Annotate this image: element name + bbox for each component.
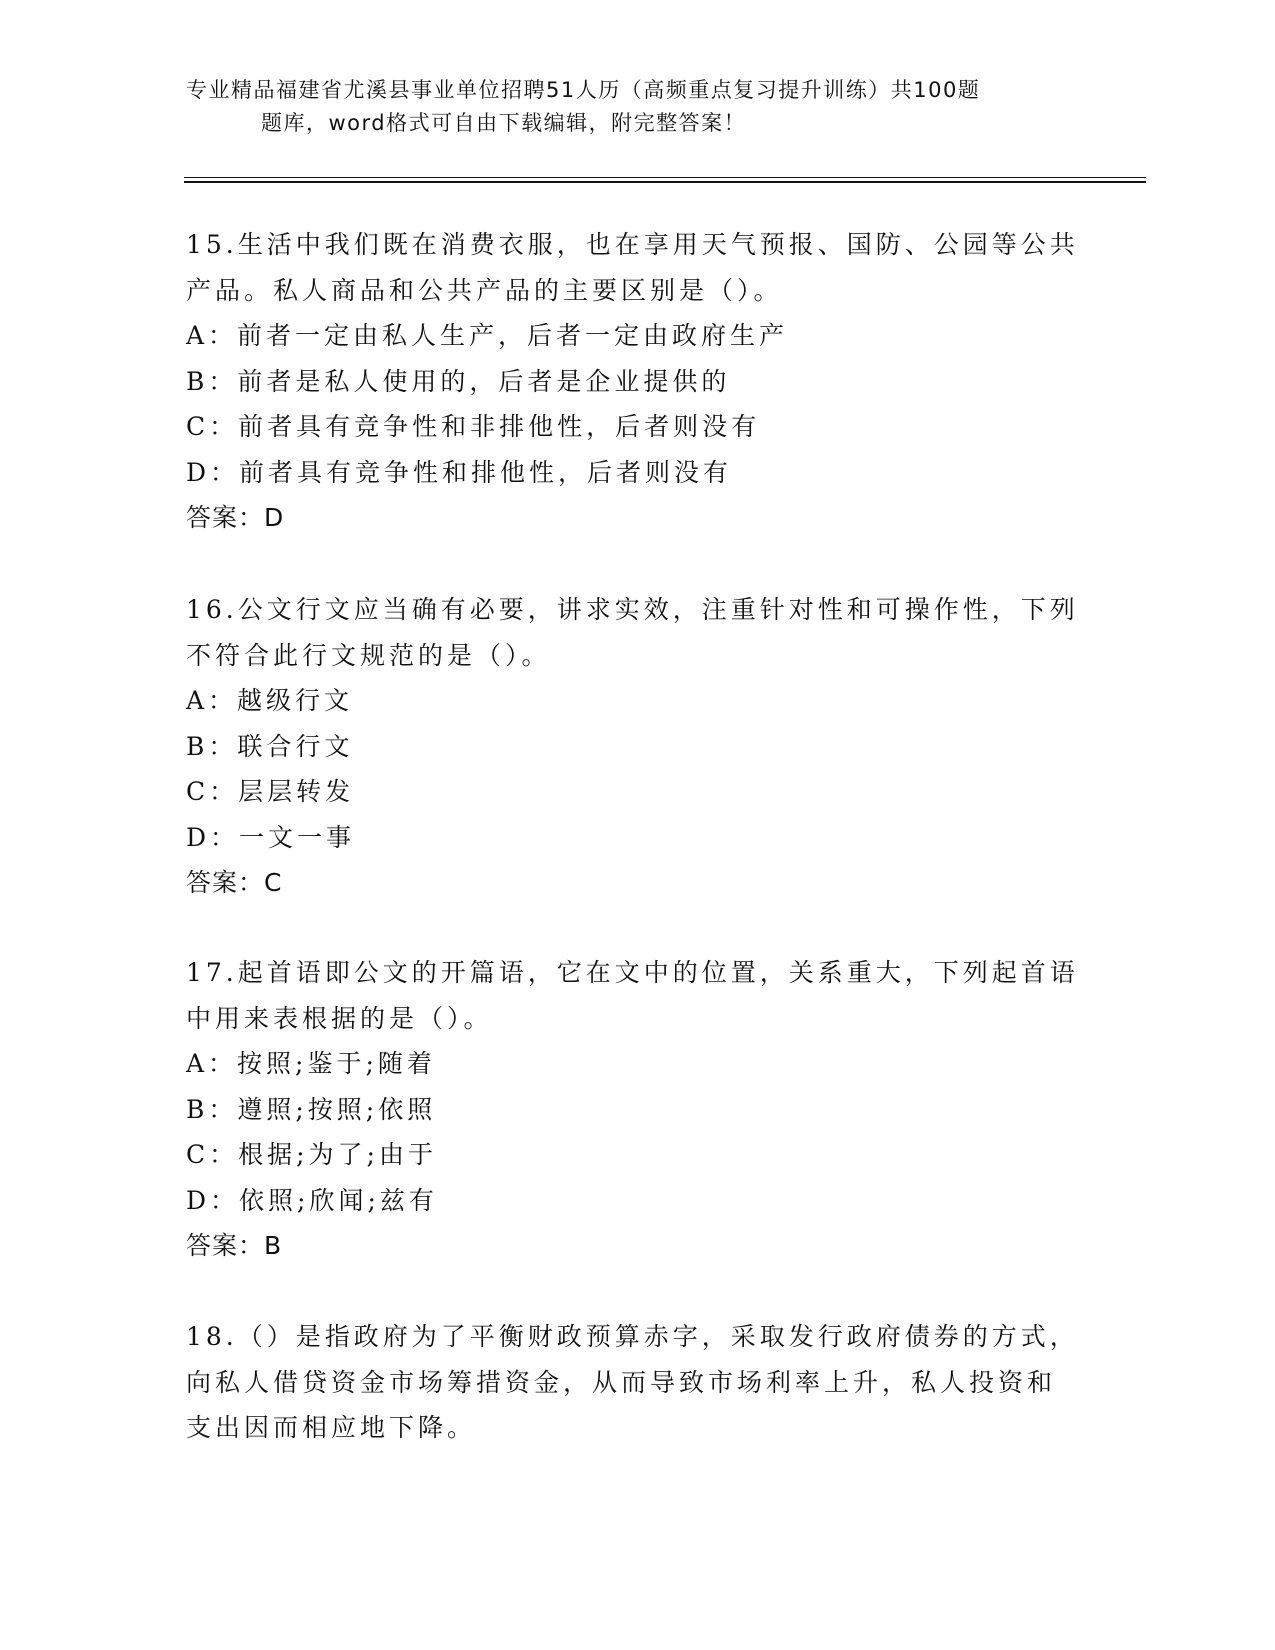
option-d: D：一文一事 [186, 822, 356, 852]
question-stem: 支出因而相应地下降。 [186, 1413, 477, 1442]
option-c: C：前者具有竞争性和非排他性，后者则没有 [186, 412, 761, 441]
header-divider-thick [184, 181, 1146, 183]
option-c: C：层层转发 [186, 777, 355, 806]
option-a: A：越级行文 [186, 686, 354, 715]
option-d: D：前者具有竞争性和排他性，后者则没有 [186, 457, 733, 487]
option-b: B：遵照;按照;依照 [186, 1094, 437, 1124]
option-b: B：联合行文 [186, 731, 354, 761]
answer-label: 答案：D [186, 503, 285, 532]
question-18 [186, 1314, 1086, 1451]
answer-label: 答案：B [186, 1231, 283, 1260]
option-a: A：按照;鉴于;随着 [186, 1049, 436, 1078]
question-15 [186, 222, 1086, 541]
option-a: A：前者一定由私人生产，后者一定由政府生产 [186, 321, 789, 350]
question-stem: 中用来表根据的是（）。 [186, 1003, 493, 1033]
question-stem: 17.起首语即公文的开篇语，它在文中的位置，关系重大，下列起首语 [186, 958, 1079, 987]
question-stem: 不符合此行文规范的是（）。 [186, 640, 551, 670]
header-title-line-2: 题库，word格式可自由下载编辑，附完整答案！ [261, 111, 747, 135]
answer-label: 答案：C [186, 868, 283, 897]
option-b: B：前者是私人使用的，后者是企业提供的 [186, 366, 731, 396]
question-stem: 15.生活中我们既在消费衣服，也在享用天气预报、国防、公园等公共 [186, 230, 1079, 259]
question-stem: 向私人借贷资金市场筹措资金，从而导致市场利率上升，私人投资和 [186, 1367, 1057, 1397]
option-d: D：依照;欣闻;兹有 [186, 1185, 438, 1215]
question-stem: 18.（）是指政府为了平衡财政预算赤字，采取发行政府债券的方式， [186, 1322, 1079, 1351]
header-divider-thin [184, 177, 1146, 178]
question-17 [186, 950, 1086, 1269]
question-16 [186, 587, 1086, 906]
document-header [186, 74, 1066, 140]
header-title-line-1: 专业精品福建省尤溪县事业单位招聘51人历（高频重点复习提升训练）共100题 [186, 78, 981, 102]
question-stem: 产品。私人商品和公共产品的主要区别是（）。 [186, 275, 783, 305]
option-c: C：根据;为了;由于 [186, 1140, 437, 1169]
question-stem: 16.公文行文应当确有必要，讲求实效，注重针对性和可操作性，下列 [186, 595, 1079, 624]
